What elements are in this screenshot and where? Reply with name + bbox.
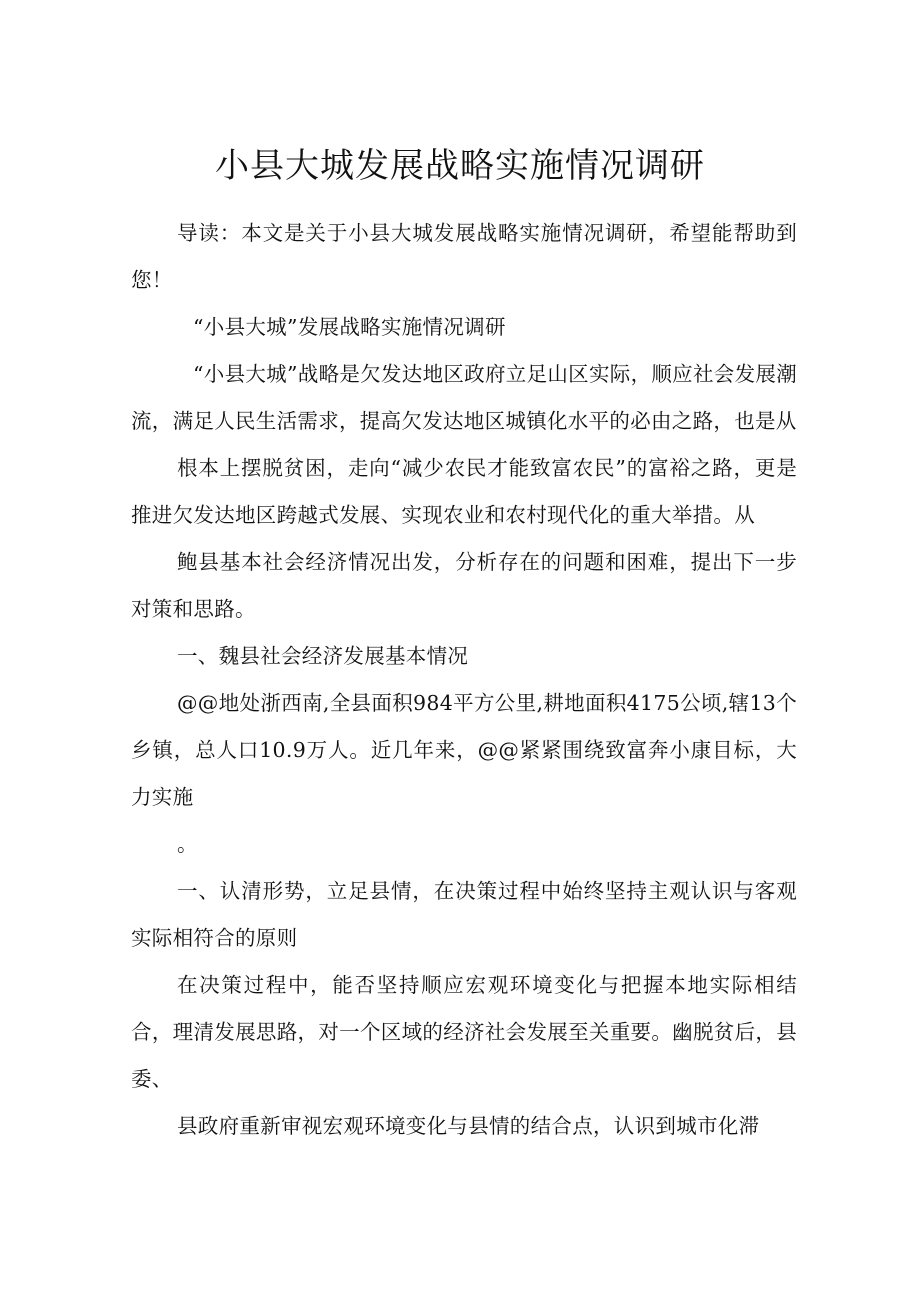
intro-paragraph: 导读：本文是关于小县大城发展战略实施情况调研，希望能帮助到您！ xyxy=(131,221,797,292)
government-paragraph: 县政府重新审视宏观环境变化与县情的结合点，认识到城市化滞 xyxy=(177,1114,760,1138)
strategy-paragraph: “小县大城”战略是欠发达地区政府立足山区实际，顺应社会发展潮流，满足人民生活需求，提高欠发达地区城镇化水平的必由之路，也是从 xyxy=(131,362,797,433)
analysis-paragraph: 鲍县基本社会经济情况出发，分析存在的问题和困难，提出下一步对策和思路。 xyxy=(131,550,797,621)
principle-heading: 一、认清形势，立足县情，在决策过程中始终坚持主观认识与客观实际相符合的原则 xyxy=(131,879,797,950)
page-title: 小县大城发展战略实施情况调研 xyxy=(215,146,705,186)
section-heading-1: 一、魏县社会经济发展基本情况 xyxy=(177,644,469,668)
county-profile-paragraph: @@地处浙西南,全县面积984平方公里,耕地面积4175公顷,辖13个乡镇，总人口10.9万人。近几年来，@@紧紧围绕致富奔小康目标，大力实施 xyxy=(131,691,797,809)
poverty-paragraph: 根本上摆脱贫困，走向“减少农民才能致富农民”的富裕之路，更是推进欠发达地区跨越式发展、实现农业和农村现代化的重大举措。从 xyxy=(131,456,797,527)
subtitle-paragraph: “小县大城”发展战略实施情况调研 xyxy=(193,315,506,339)
decision-paragraph: 在决策过程中，能否坚持顺应宏观环境变化与把握本地实际相结合，理清发展思路，对一个区域的经济社会发展至关重要。幽脱贫后，县委、 xyxy=(131,973,797,1091)
fragment-paragraph: 。 xyxy=(177,832,198,856)
document-body xyxy=(131,210,797,1150)
